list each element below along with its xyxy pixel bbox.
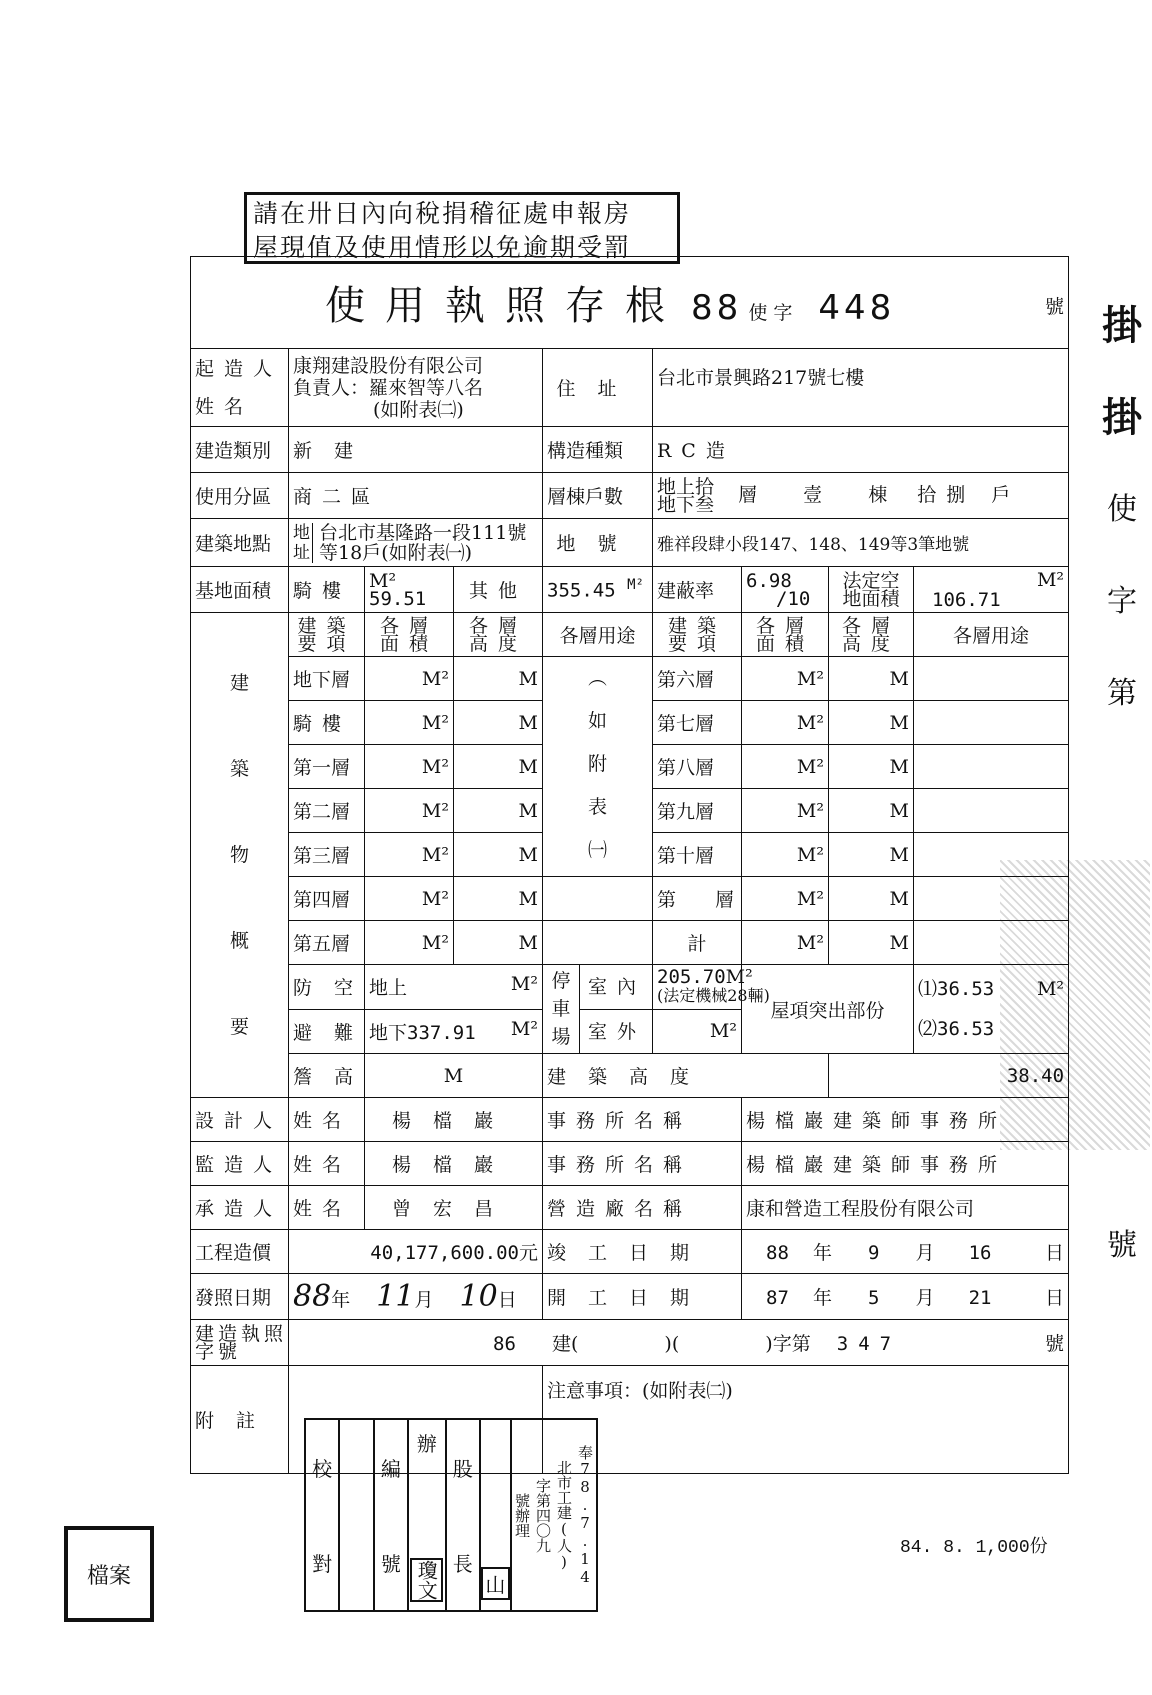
finish-label: 竣工日期 xyxy=(543,1230,742,1274)
archive-seal: 檔案 xyxy=(64,1526,154,1622)
builder-note: (如附表㈡) xyxy=(373,398,464,421)
notice-line-2: 屋現值及使用情形以免逾期受罰 xyxy=(253,233,632,262)
contractor-label: 承造人 xyxy=(191,1186,289,1230)
designer-label: 設計人 xyxy=(191,1098,289,1142)
overview-char: 要 xyxy=(229,1016,249,1038)
coverage-denom: /10 xyxy=(776,587,811,610)
notice-line-1: 請在卅日內向稅捐稽征處申報房 xyxy=(253,199,632,228)
col-height-header: 各層高度 xyxy=(454,613,543,657)
remarks-label: 附註 xyxy=(191,1366,289,1474)
col-use-header-2: 各層用途 xyxy=(914,613,1069,657)
zoning-label: 使用分區 xyxy=(191,473,289,519)
other-unit: M² xyxy=(627,577,644,594)
indoor-label: 室內 xyxy=(580,965,652,1010)
parking-char: 停 xyxy=(551,970,571,992)
shelter-label-2: 避難 xyxy=(289,1009,365,1054)
permit-no-label: 建造執照 字號 xyxy=(191,1320,289,1366)
indoor-value: 205.70M² (法定機械28輛) xyxy=(653,965,742,1010)
remarks-note: 注意事項：(如附表㈡) xyxy=(543,1366,1069,1474)
outdoor-label: 室外 xyxy=(588,1021,647,1043)
side-char: 掛 xyxy=(1102,394,1142,441)
floor-row-label: 第六層 xyxy=(653,657,742,701)
address-line-1: 台北市基隆路一段111號 xyxy=(319,521,527,544)
open-label-1: 法定空 xyxy=(842,569,900,592)
builder-rep: 負責人：羅來智等八名 xyxy=(293,376,484,399)
start-date: 87 年 5 月 21 日 xyxy=(742,1274,1069,1320)
side-char: 掛 xyxy=(1102,302,1142,349)
contractor-office: 康和營造工程股份有限公司 xyxy=(742,1186,1069,1230)
addr-tag-2: 址 xyxy=(293,542,310,563)
designer-name: 楊檔巖 xyxy=(365,1098,543,1142)
title-row xyxy=(191,257,1069,349)
permit-year: 88 xyxy=(691,288,743,328)
floors-below: 地下叁 xyxy=(657,493,715,516)
total-label: 計 xyxy=(653,921,742,965)
structure-label: 構造種類 xyxy=(543,427,653,473)
overview-label xyxy=(191,613,289,1098)
shelter-above: 地上 M² xyxy=(365,965,543,1010)
overview-char: 築 xyxy=(229,758,249,780)
floor-row-label: 第八層 xyxy=(653,745,742,789)
permit-form: 使用執照存根 88 使字 448 號 起造人姓名 康翔建設股份有限公司 負責人：羅來智等八名 (如附表㈡) 住址 台北市景興路217號七樓 建造類別 新建 構造種類 RC造 使用分區 商二區 層棟戶數 地上拾 地下叁 層 壹 棟 拾捌 戶 建築地點 地 址 台北市基隆路一段111號 等18戶(如附表㈠) 地號 雅祥段肆小段147、148、149等3筆地號 基地面積 騎樓 M² 59.51 其他 355.45 $^{M^2}$ 建蔽率 6.98 /10 法定空 地面積 M² 106.71 建 築 物 概 要 建築要項 各層面積 各層高度 各層用途 建築要項 各層面積 各層高度 各層用途 地下層 M² M ︵ 如 附 表 ㈠ 第六層 M² M 騎樓 M² M 第七層 M² M 第一層 M² M 第八層 M² M 第二層 M² M 第九層 M² M 第三層 M² M 第十層 M² M 第四層 M² M 第 層 M² M 第五層 M² M 計 M² M 防空 地上 M² 停 車 場 室內 室外 205.70M² (法定機械28輛) 屋項突出部份 ⑴36.53 M² ⑵36.53 避難 地下337.91 M² M² 簷高 M 建築高度 38.40 設計人 姓名 楊檔巖 事務所名稱 楊檔巖建築師事務所 監造人 姓名 楊檔巖 事務所名稱 楊檔巖建築師事務所 承造人 姓名 曾宏昌 營造廠名稱 康和營造工程股份有限公司 工程造價 40,177,600.00元 竣工日期 88 年 9 月 16 日 發照日期 88年 11月 10日 開工日期 87 年 5 月 21 日 建造執照 字號 86 建( )( )字第 347 號 附註 注意事項：(如附表㈡) xyxy=(190,256,1069,1474)
open-label-2: 地面積 xyxy=(842,587,900,610)
roof-values: ⑴36.53 M² ⑵36.53 xyxy=(914,965,1069,1054)
supervisor-office: 楊檔巖建築師事務所 xyxy=(742,1142,1069,1186)
floor-row-label: 第三層 xyxy=(289,833,365,877)
floors-label: 層棟戶數 xyxy=(543,473,653,519)
parking xyxy=(543,965,653,1054)
lot-label: 地號 xyxy=(543,519,653,567)
cost-value: 40,177,600.00元 xyxy=(289,1230,543,1274)
other-value xyxy=(543,567,653,613)
floors-above: 地上拾 xyxy=(657,475,715,498)
address-line-2: 等18戶(如附表㈠) xyxy=(319,541,473,564)
side-char: 號 xyxy=(1107,1228,1137,1263)
builder-address: 台北市景興路217號七樓 xyxy=(653,349,1069,427)
notice-stamp xyxy=(244,192,680,264)
side-char: 第 xyxy=(1107,676,1137,711)
floor-row-label: 第九層 xyxy=(653,789,742,833)
units: 拾捌 xyxy=(917,483,976,506)
coverage: 6.98 xyxy=(746,569,792,592)
shelter-label-1: 防空 xyxy=(289,965,365,1010)
floor-height-unit: M xyxy=(454,657,543,701)
col-item-header-2: 建築要項 xyxy=(653,613,742,657)
location-address xyxy=(289,519,543,567)
structure-value: RC造 xyxy=(653,427,1069,473)
issue-label: 發照日期 xyxy=(191,1274,289,1320)
supervisor-name: 楊檔巖 xyxy=(365,1142,543,1186)
col-use-header: 各層用途 xyxy=(543,613,653,657)
building-height: 38.40 xyxy=(829,1054,1069,1098)
floors-value xyxy=(653,473,1069,519)
floor-row-label: 第 層 xyxy=(653,877,742,921)
contractor-name: 曾宏昌 xyxy=(365,1186,543,1230)
open-area: 106.71 xyxy=(932,588,1001,611)
builder-name xyxy=(289,349,543,427)
floor-row-label: 第四層 xyxy=(289,877,365,921)
overview-char: 物 xyxy=(229,844,249,866)
address-label: 住址 xyxy=(543,349,653,427)
arcade-area: 59.51 xyxy=(369,587,427,610)
open-unit: M² xyxy=(1036,568,1065,591)
designer-office: 楊檔巖建築師事務所 xyxy=(742,1098,1069,1142)
builder-company: 康翔建設股份有限公司 xyxy=(293,354,484,377)
floor-height-unit: M xyxy=(829,657,914,701)
approval-stamp: 校 對 編 號 辦 瓊文 股 長 山 奉78.7.14 北市工建(人) 字第四〇九 號辦理 xyxy=(304,1418,598,1612)
use-note: ︵ 如 附 表 ㈠ xyxy=(543,657,653,877)
print-run-note: 84. 8. 1,000份 xyxy=(900,1538,1048,1558)
side-char: 使 xyxy=(1107,492,1137,527)
buildings: 壹 xyxy=(803,483,823,506)
floor-row-label: 第二層 xyxy=(289,789,365,833)
permit-word: 使字 xyxy=(748,302,799,324)
type-value: 新建 xyxy=(289,427,543,473)
floor-row-label: 第七層 xyxy=(653,701,742,745)
finish-date: 88 年 9 月 16 日 xyxy=(742,1230,1069,1274)
floor-row-label: 第一層 xyxy=(289,745,365,789)
unit-label: 戶 xyxy=(991,483,1011,506)
zoning-value: 商二區 xyxy=(289,473,543,519)
permit-no: 86 建( )( )字第 347 號 xyxy=(289,1320,1069,1366)
lot-value: 雅祥段肆小段147、148、149等3筆地號 xyxy=(653,519,1069,567)
issue-date: 88年 11月 10日 xyxy=(289,1274,543,1320)
floor-row-label: 地下層 xyxy=(289,657,365,701)
col-area-header: 各層面積 xyxy=(365,613,454,657)
building-height-label: 建築高度 xyxy=(543,1054,829,1098)
floor-row-label: 騎樓 xyxy=(289,701,365,745)
site-area-label: 基地面積 xyxy=(191,567,289,613)
other-label: 其他 xyxy=(454,567,543,613)
type-label: 建造類別 xyxy=(191,427,289,473)
location-label: 建築地點 xyxy=(191,519,289,567)
floor-area-unit: M² xyxy=(742,657,829,701)
arcade-unit: M² xyxy=(369,569,397,592)
cost-label: 工程造價 xyxy=(191,1230,289,1274)
open-area-label xyxy=(829,567,914,613)
outdoor-value: M² xyxy=(653,1009,742,1054)
floor-row-label: 第五層 xyxy=(289,921,365,965)
addr-tag-1: 地 xyxy=(293,522,310,543)
floor-row-label: 第十層 xyxy=(653,833,742,877)
coverage-value xyxy=(742,567,829,613)
page-title: 使用執照存根 xyxy=(325,283,685,329)
side-char: 字 xyxy=(1107,584,1137,619)
shelter-below: 地下337.91 M² xyxy=(365,1009,543,1054)
parking-char: 場 xyxy=(551,1026,571,1048)
coverage-label: 建蔽率 xyxy=(653,567,742,613)
open-area-value xyxy=(914,567,1069,613)
col-height-header-2: 各層高度 xyxy=(829,613,914,657)
permit-number: 448 xyxy=(818,288,896,328)
permit-suffix: 號 xyxy=(1045,296,1065,318)
floor-unit: 層 xyxy=(738,483,758,506)
parking-char: 車 xyxy=(551,998,571,1020)
roof-label: 屋項突出部份 xyxy=(742,965,914,1054)
overview-char: 概 xyxy=(229,930,249,952)
builder-label: 起造人姓名 xyxy=(191,349,289,427)
other-area: 355.45 xyxy=(547,579,616,602)
col-area-header-2: 各層面積 xyxy=(742,613,829,657)
arcade-label: 騎樓 xyxy=(289,567,365,613)
eaves-unit: M xyxy=(365,1054,543,1098)
start-label: 開工日期 xyxy=(543,1274,742,1320)
arcade-value xyxy=(365,567,454,613)
col-item-header: 建築要項 xyxy=(289,613,365,657)
eaves-label: 簷高 xyxy=(289,1054,365,1098)
overview-char: 建 xyxy=(229,672,249,694)
floor-area-unit: M² xyxy=(365,657,454,701)
supervisor-label: 監造人 xyxy=(191,1142,289,1186)
building-unit: 棟 xyxy=(868,483,888,506)
